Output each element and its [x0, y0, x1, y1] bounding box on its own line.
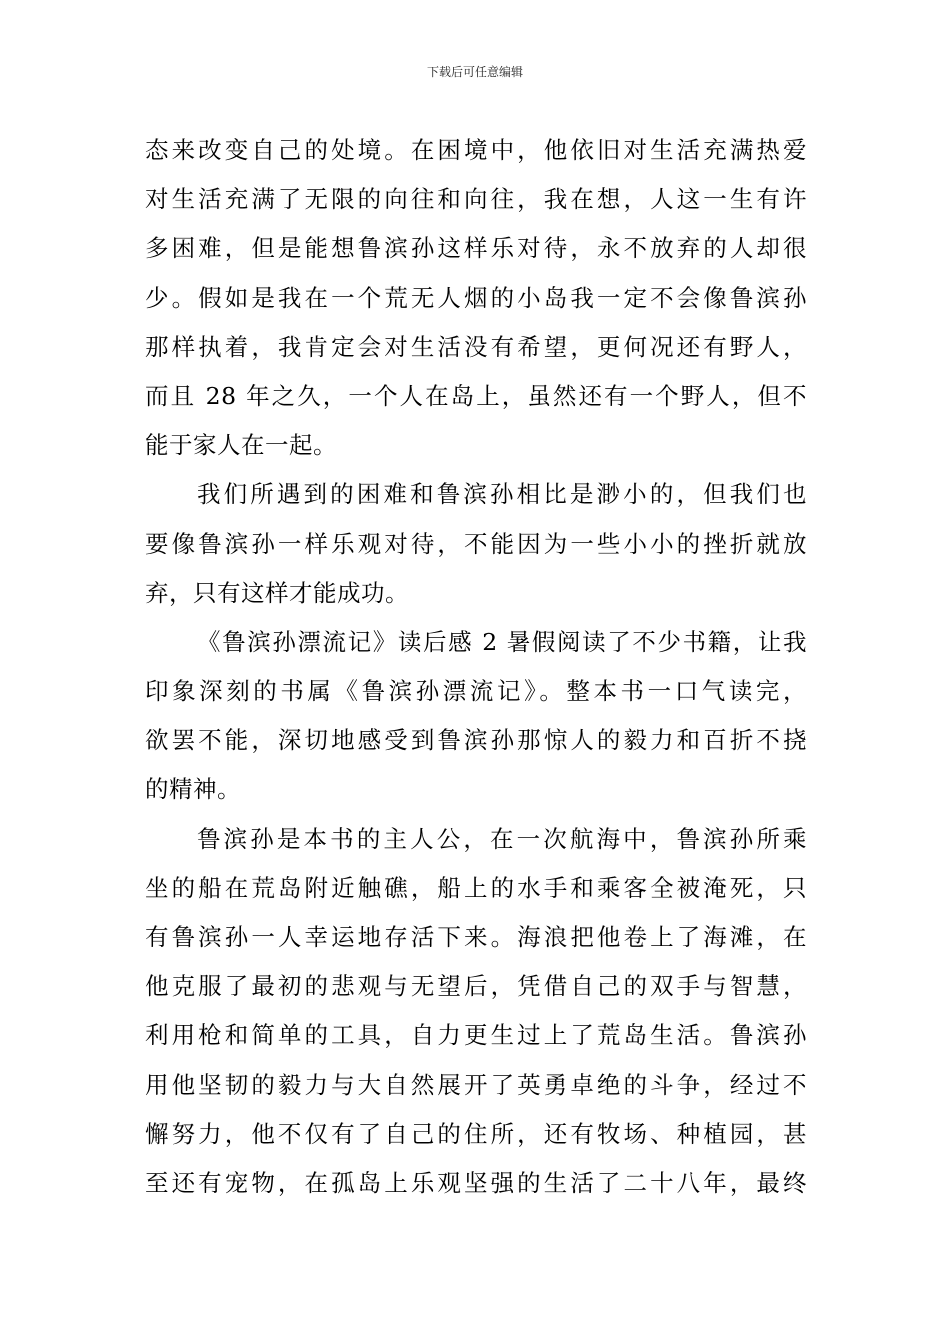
paragraph [145, 618, 807, 815]
text-line: 坐的船在荒岛附近触礁，船上的水手和乘客全被淹死，只 [145, 873, 807, 902]
text-line: 那样执着，我肯定会对生活没有希望，更何况还有野人， [145, 332, 807, 361]
paragraph [145, 470, 807, 618]
text-line: 多困难，但是能想鲁滨孙这样乐对待，永不放弃的人却很 [145, 234, 807, 263]
text-line: 要像鲁滨孙一样乐观对待，不能因为一些小小的挫折就放 [145, 529, 807, 558]
text-line: 鲁滨孙是本书的主人公，在一次航海中，鲁滨孙所乘 [197, 824, 807, 853]
text-line: 弃，只有这样才能成功。 [145, 578, 409, 607]
text-line: 《鲁滨孙漂流记》读后感 2 暑假阅读了不少书籍，让我 [197, 627, 807, 656]
text-line: 对生活充满了无限的向往和向往，我在想，人这一生有许 [145, 185, 807, 214]
text-line: 他克服了最初的悲观与无望后，凭借自己的双手与智慧， [145, 972, 807, 1001]
text-line: 少。假如是我在一个荒无人烟的小岛我一定不会像鲁滨孙 [145, 283, 807, 312]
text-line: 有鲁滨孙一人幸运地存活下来。海浪把他卷上了海滩，在 [145, 923, 807, 951]
text-line: 能于家人在一起。 [145, 431, 337, 460]
text-line: 利用枪和简单的工具，自力更生过上了荒岛生活。鲁滨孙 [145, 1021, 807, 1050]
page-header-note: 下载后可任意编辑 [426, 65, 523, 79]
text-line: 而且 28 年之久，一个人在岛上，虽然还有一个野人，但不 [145, 381, 807, 410]
paragraph [145, 126, 807, 470]
text-line: 态来改变自己的处境。在困境中，他依旧对生活充满热爱 [145, 136, 807, 164]
text-line: 欲罢不能，深切地感受到鲁滨孙那惊人的毅力和百折不挠 [145, 726, 807, 755]
text-line: 我们所遇到的困难和鲁滨孙相比是渺小的，但我们也 [197, 480, 807, 509]
text-line: 的精神。 [145, 775, 241, 804]
text-line: 懈努力，他不仅有了自己的住所，还有牧场、种植园，甚 [145, 1119, 807, 1148]
text-line: 至还有宠物，在孤岛上乐观坚强的生活了二十八年，最终 [145, 1168, 807, 1197]
text-line: 用他坚韧的毅力与大自然展开了英勇卓绝的斗争，经过不 [145, 1070, 807, 1099]
text-line: 印象深刻的书属《鲁滨孙漂流记》。整本书一口气读完， [145, 677, 807, 706]
paragraph [145, 815, 807, 1209]
document-body [145, 126, 807, 1208]
